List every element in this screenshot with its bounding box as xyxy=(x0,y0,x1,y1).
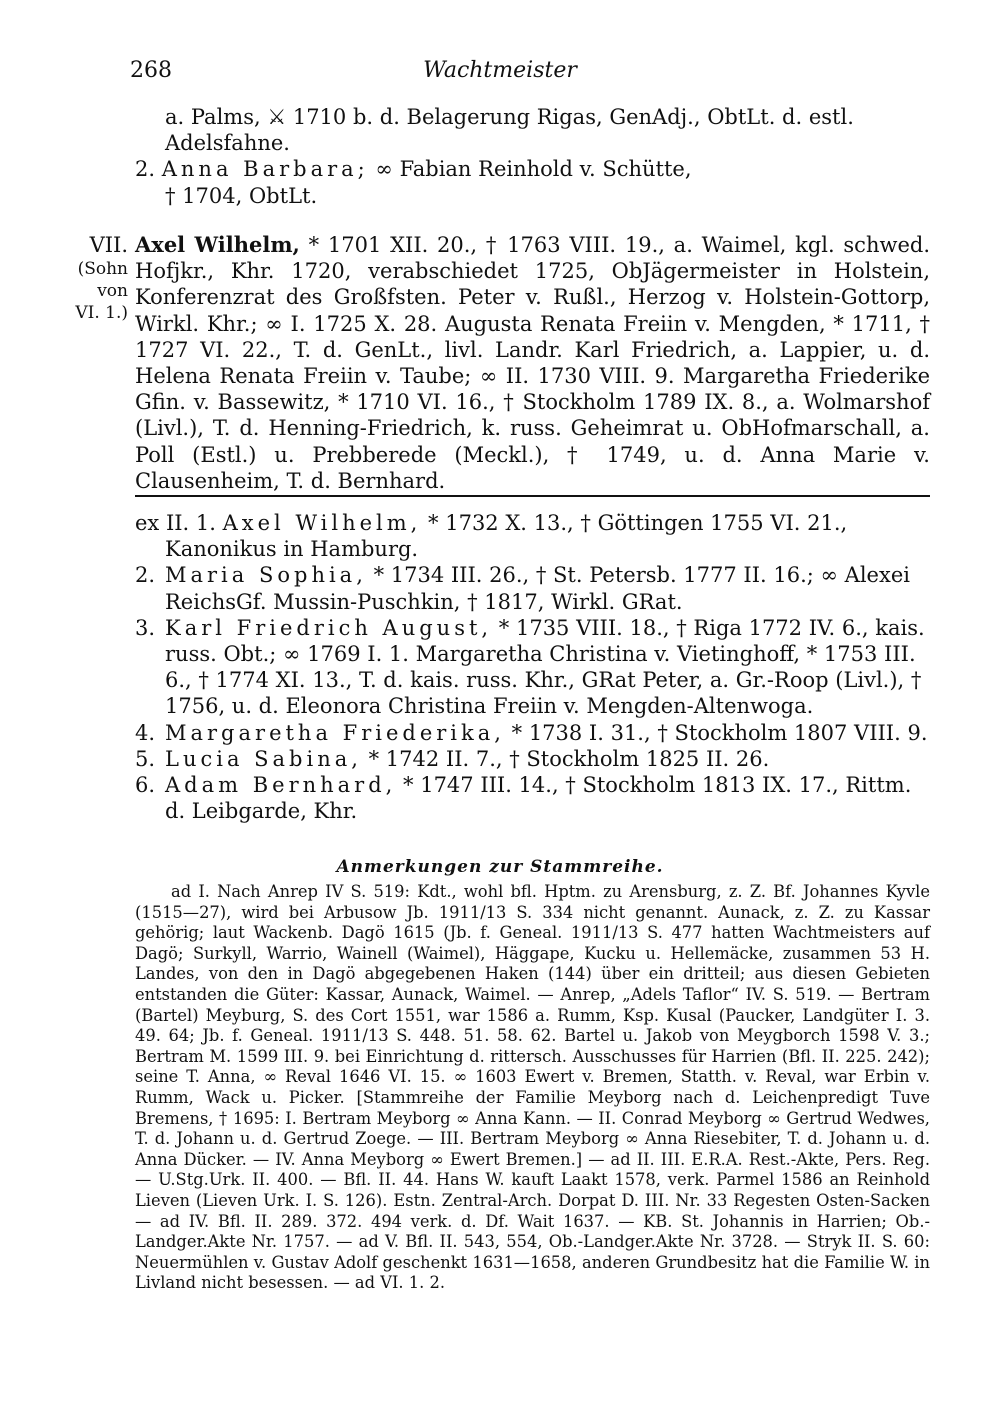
child-entry xyxy=(135,562,930,614)
child-name: Margaretha Friederika, xyxy=(165,720,505,745)
entry-number: 2. xyxy=(135,157,156,182)
generation-entry xyxy=(135,232,930,494)
running-title: Wachtmeister xyxy=(423,58,577,83)
notes-heading: Anmerkungen zur Stammreihe. xyxy=(336,857,664,877)
generation-parent-line-2: von xyxy=(97,281,128,301)
continuation-line-2: Adelsfahne. xyxy=(165,131,290,156)
child-entry xyxy=(135,772,930,824)
child-number: ex II. 1. xyxy=(135,511,216,535)
generation-paragraph xyxy=(135,232,930,494)
child-entry xyxy=(135,746,930,772)
generation-label xyxy=(60,232,128,324)
child-entry xyxy=(135,510,930,562)
child-name: Maria Sophia, xyxy=(165,563,367,588)
child-text: * 1742 II. 7., † Stockholm 1825 II. 26. xyxy=(368,746,770,771)
notes-body: ad I. Nach Anrep IV S. 519: Kdt., wohl bfl. Hptm. zu Arensburg, z. Z. Bf. Johannes Kyvle (1515—27), wird bei Arbusow Jb. 1911/13 S. 334 nicht genannt. Aunack, z. Z. zu Kassar gehörig; laut Wackenb. Dagö 1615 (Jb. f. Geneal. 1911/13 S. 477 hatten Wachtmeisters auf Dagö; Surkyll, Warrio, Wainell (Waimel), Häggape, Kucku u. Hellemäcke, zusammen 53 H. Landes, von den in Dagö abgegebenen Haken (144) über ein dritteil; aus diesen Gebieten entstanden die Güter: Kassar, Aunack, Waimel. — Anrep, „Adels Taflor“ IV. S. 519. — Bertram (Bartel) Meyburg, S. des Cort 1551, war 1586 a. Rumm, Ksp. Kusal (Paucker, Landgüter I. 3. 49. 64; Jb. f. Geneal. 1911/13 S. 448. 51. 58. 62. Bartel u. Jakob von Meygborch 1598 V. 3.; Bertram M. 1599 III. 9. bei Einrichtung d. rittersch. Ausschusses für Harrien (Bfl. II. 225. 242); seine T. Anna, ∞ Reval 1646 VI. 15. ∞ 1603 Ewert v. Bremen, Statth. v. Reval, war Erbin v. Rumm, Wack u. Picker. [Stammreihe der Familie Meyborg nach d. Leichenpredigt Tuve Bremens, † 1695: I. Bertram Meyborg ∞ Anna Kann. — II. Conrad Meyborg ∞ Gertrud Wedwes, T. d. Johann u. d. Gertrud Zoege. — III. Bertram Meyborg ∞ Anna Riesebiter, T. d. Johann u. d. Anna Dücker. — IV. Anna Meyborg ∞ Ewert Bremen.] — ad II. III. E.R.A. Rest.-Akte, Pers. Reg. — U.Stg.Urk. II. 400. — Bfl. II. 44. Hans W. kauft Laakt 1578, verk. Parmel 1586 an Reinhold Lieven (Lieven Urk. I. S. 126). Estn. Zentral-Arch. Dorpat D. III. Nr. 33 Regesten Osten-Sacken — ad IV. Bfl. II. 289. 372. 494 verk. d. Df. Wait 1637. — KB. St. Johannis in Harrien; Ob.-Landger.Akte Nr. 1757. — ad V. Bfl. II. 543, 554, Ob.-Landger.Akte Nr. 3728. — Stryk II. S. 60: Neuermühlen v. Gustav Adolf geschenkt 1631—1658, anderen Grundbesitz hat die Familie W. in Livland nicht besessen. — ad VI. 1. 2. xyxy=(135,882,930,1293)
child-number: 2. xyxy=(135,563,156,588)
child-text: * 1734 III. 26., † St. Petersb. 1777 II. 16.; ∞ Alexei ReichsGf. Mussin-Puschkin, † 1817, Wirkl. GRat. xyxy=(165,563,910,614)
child-entry xyxy=(135,720,930,746)
generation-parent-line-3: VI. 1.) xyxy=(75,303,128,323)
child-number: 4. xyxy=(135,720,156,745)
sibling-entry-2-line-2: † 1704, ObtLt. xyxy=(165,183,318,208)
child-text: * 1738 I. 31., † Stockholm 1807 VIII. 9. xyxy=(511,720,928,745)
page-number: 268 xyxy=(130,58,172,83)
continuation-line-1: a. Palms, ⚔ 1710 b. d. Belagerung Rigas, GenAdj., ObtLt. d. estl. xyxy=(165,105,854,129)
child-name: Axel Wilhelm, xyxy=(222,511,422,535)
entry-text: ∞ Fabian Reinhold v. Schütte, xyxy=(375,157,692,182)
generation-text: * 1701 XII. 20., † 1763 VIII. 19., a. Waimel, kgl. schwed. Hofjkr., Khr. 1720, verabschiedet 1725, ObJägermeister in Holstein, Konferenzrat des Großfsten. Peter v. Rußl., Herzog v. Holstein-Gottorp, Wirkl. Khr.; ∞ I. 1725 X. 28. Augusta Renata Freiin v. Mengden, * 1711, † 1727 VI. 22., T. d. GenLt., livl. Landr. Karl Friedrich, a. Lappier, u. d. Helena Renata Freiin v. Taube; ∞ II. 1730 VIII. 9. Margaretha Friederike Gfin. v. Bassewitz, * 1710 VI. 16., † Stockholm 1789 IX. 8., a. Wolmarshof (Livl.), T. d. Henning-Friedrich, k. russ. Geheimrat u. ObHofmarschall, a. Poll (Estl.) u. Prebberede (Meckl.), † 1749, u. d. Anna Marie v. Clausenheim, T. d. Bernhard. xyxy=(135,233,930,493)
generation-name: Axel Wilhelm, xyxy=(135,232,300,257)
child-text: * 1747 III. 14., † Stockholm 1813 IX. 17., Rittm. d. Leibgarde, Khr. xyxy=(165,773,912,824)
entry-name: Anna Barbara; xyxy=(161,157,369,182)
generation-number: VII. xyxy=(89,233,128,257)
continuation-block xyxy=(135,104,930,209)
child-text: * 1735 VIII. 18., † Riga 1772 IV. 6., kais. russ. Obt.; ∞ 1769 I. 1. Margaretha Christina v. Vietinghoff, * 1753 III. 6., † 1774 XI. 13., T. d. kais. russ. Khr., GRat Peter, a. Gr.-Roop (Livl.), † 1756, u. d. Eleonora Christina Freiin v. Mengden-Altenwoga. xyxy=(165,615,925,719)
child-name: Lucia Sabina, xyxy=(165,746,362,771)
generation-parent-line-1: (Sohn xyxy=(77,259,128,279)
child-text: * 1732 X. 13., † Göttingen 1755 VI. 21., Kanonikus in Hamburg. xyxy=(165,511,848,562)
children-list xyxy=(135,510,930,824)
child-name: Karl Friedrich August, xyxy=(165,615,493,640)
child-number: 3. xyxy=(135,615,156,640)
child-name: Adam Bernhard, xyxy=(165,773,397,798)
section-divider xyxy=(135,495,930,497)
sibling-entry-2 xyxy=(135,156,930,182)
child-entry xyxy=(135,615,930,720)
child-number: 6. xyxy=(135,773,156,798)
child-number: 5. xyxy=(135,746,156,771)
